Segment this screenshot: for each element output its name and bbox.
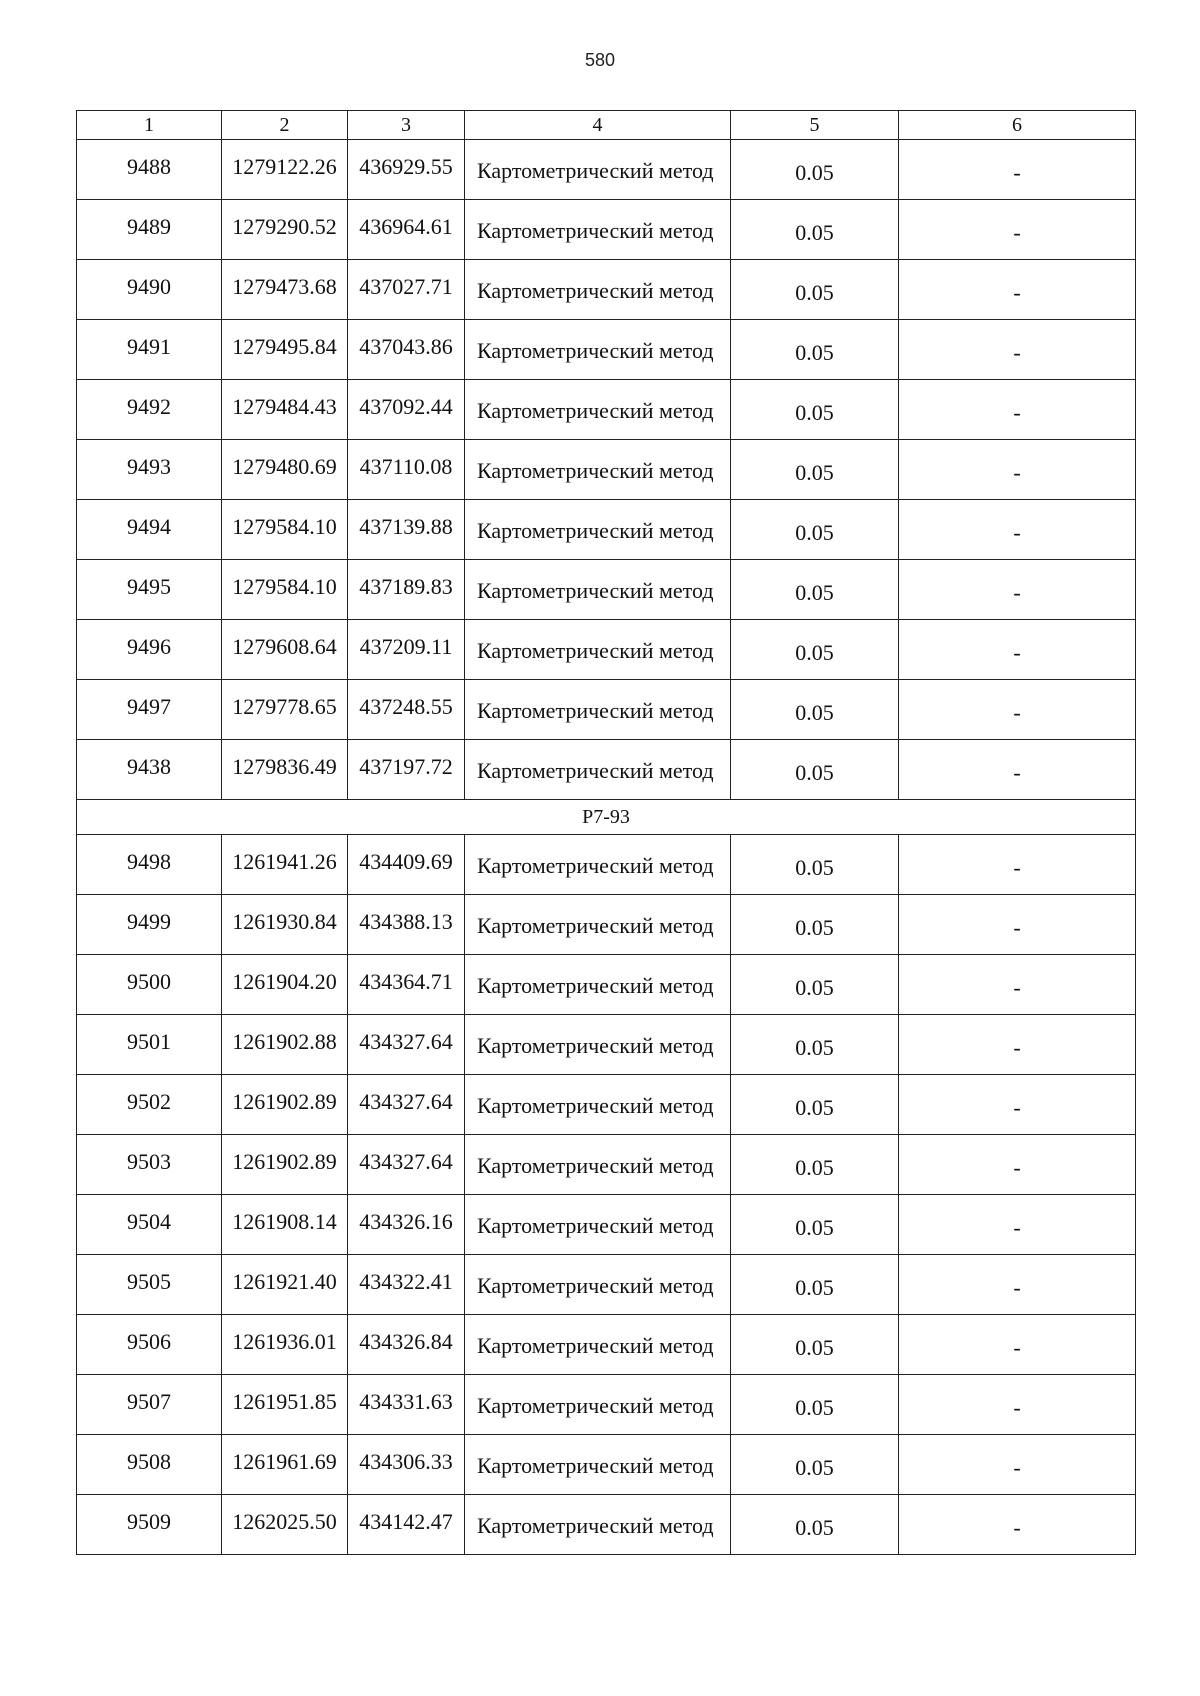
- method-cell: Картометрический метод: [465, 835, 731, 895]
- y-coordinate-cell: 434331.63: [348, 1375, 465, 1435]
- x-coordinate-cell: 1261961.69: [222, 1435, 348, 1495]
- x-coordinate-cell: 1261902.89: [222, 1075, 348, 1135]
- page-number: 580: [584, 50, 616, 70]
- accuracy-cell: 0.05: [731, 620, 899, 680]
- point-number-cell: 9495: [77, 560, 222, 620]
- table-row: [77, 895, 1136, 955]
- accuracy-cell: 0.05: [731, 1135, 899, 1195]
- method-cell: Картометрический метод: [465, 955, 731, 1015]
- y-coordinate-cell: 437092.44: [348, 380, 465, 440]
- table-row: [77, 680, 1136, 740]
- x-coordinate-cell: 1279608.64: [222, 620, 348, 680]
- method-cell: Картометрический метод: [465, 1135, 731, 1195]
- table-row: [77, 500, 1136, 560]
- x-coordinate-cell: 1261902.88: [222, 1015, 348, 1075]
- table-row: [77, 835, 1136, 895]
- x-coordinate-cell: 1261902.89: [222, 1135, 348, 1195]
- note-cell: -: [899, 680, 1136, 740]
- x-coordinate-cell: 1261904.20: [222, 955, 348, 1015]
- section-row: [77, 800, 1136, 835]
- y-coordinate-cell: 437110.08: [348, 440, 465, 500]
- y-coordinate-cell: 434142.47: [348, 1495, 465, 1555]
- x-coordinate-cell: 1279778.65: [222, 680, 348, 740]
- accuracy-cell: 0.05: [731, 1375, 899, 1435]
- table-row: [77, 140, 1136, 200]
- y-coordinate-cell: 437139.88: [348, 500, 465, 560]
- note-cell: -: [899, 500, 1136, 560]
- section-title: Р7-93: [77, 800, 1136, 835]
- note-cell: -: [899, 1375, 1136, 1435]
- column-header: 2: [222, 111, 348, 140]
- point-number-cell: 9491: [77, 320, 222, 380]
- note-cell: -: [899, 740, 1136, 800]
- point-number-cell: 9492: [77, 380, 222, 440]
- accuracy-cell: 0.05: [731, 140, 899, 200]
- table-row: [77, 740, 1136, 800]
- accuracy-cell: 0.05: [731, 1495, 899, 1555]
- x-coordinate-cell: 1279290.52: [222, 200, 348, 260]
- y-coordinate-cell: 437027.71: [348, 260, 465, 320]
- y-coordinate-cell: 434388.13: [348, 895, 465, 955]
- point-number-cell: 9494: [77, 500, 222, 560]
- method-cell: Картометрический метод: [465, 895, 731, 955]
- note-cell: -: [899, 320, 1136, 380]
- y-coordinate-cell: 434327.64: [348, 1015, 465, 1075]
- method-cell: Картометрический метод: [465, 260, 731, 320]
- table-row: [77, 1015, 1136, 1075]
- x-coordinate-cell: 1261941.26: [222, 835, 348, 895]
- y-coordinate-cell: 437248.55: [348, 680, 465, 740]
- accuracy-cell: 0.05: [731, 835, 899, 895]
- accuracy-cell: 0.05: [731, 260, 899, 320]
- note-cell: -: [899, 620, 1136, 680]
- x-coordinate-cell: 1279584.10: [222, 500, 348, 560]
- y-coordinate-cell: 437043.86: [348, 320, 465, 380]
- note-cell: -: [899, 200, 1136, 260]
- method-cell: Картометрический метод: [465, 560, 731, 620]
- y-coordinate-cell: 434322.41: [348, 1255, 465, 1315]
- accuracy-cell: 0.05: [731, 1435, 899, 1495]
- x-coordinate-cell: 1279122.26: [222, 140, 348, 200]
- method-cell: Картометрический метод: [465, 140, 731, 200]
- table-row: [77, 1435, 1136, 1495]
- x-coordinate-cell: 1279584.10: [222, 560, 348, 620]
- y-coordinate-cell: 434306.33: [348, 1435, 465, 1495]
- y-coordinate-cell: 434409.69: [348, 835, 465, 895]
- accuracy-cell: 0.05: [731, 955, 899, 1015]
- method-cell: Картометрический метод: [465, 320, 731, 380]
- table-row: [77, 1075, 1136, 1135]
- table-row: [77, 260, 1136, 320]
- method-cell: Картометрический метод: [465, 1195, 731, 1255]
- table-row: [77, 1255, 1136, 1315]
- note-cell: -: [899, 440, 1136, 500]
- note-cell: -: [899, 955, 1136, 1015]
- y-coordinate-cell: 434327.64: [348, 1075, 465, 1135]
- method-cell: Картометрический метод: [465, 380, 731, 440]
- point-number-cell: 9500: [77, 955, 222, 1015]
- note-cell: -: [899, 895, 1136, 955]
- method-cell: Картометрический метод: [465, 1315, 731, 1375]
- accuracy-cell: 0.05: [731, 1195, 899, 1255]
- note-cell: -: [899, 260, 1136, 320]
- table-header-row: [77, 111, 1136, 140]
- table-row: [77, 320, 1136, 380]
- accuracy-cell: 0.05: [731, 500, 899, 560]
- column-header: 1: [77, 111, 222, 140]
- accuracy-cell: 0.05: [731, 1075, 899, 1135]
- x-coordinate-cell: 1261908.14: [222, 1195, 348, 1255]
- method-cell: Картометрический метод: [465, 1375, 731, 1435]
- note-cell: -: [899, 1435, 1136, 1495]
- accuracy-cell: 0.05: [731, 560, 899, 620]
- table-row: [77, 1315, 1136, 1375]
- point-number-cell: 9489: [77, 200, 222, 260]
- column-header: 3: [348, 111, 465, 140]
- y-coordinate-cell: 434326.84: [348, 1315, 465, 1375]
- column-header: 6: [899, 111, 1136, 140]
- x-coordinate-cell: 1261936.01: [222, 1315, 348, 1375]
- y-coordinate-cell: 434364.71: [348, 955, 465, 1015]
- point-number-cell: 9504: [77, 1195, 222, 1255]
- accuracy-cell: 0.05: [731, 380, 899, 440]
- method-cell: Картометрический метод: [465, 1075, 731, 1135]
- table-row: [77, 1495, 1136, 1555]
- accuracy-cell: 0.05: [731, 200, 899, 260]
- point-number-cell: 9438: [77, 740, 222, 800]
- x-coordinate-cell: 1261930.84: [222, 895, 348, 955]
- accuracy-cell: 0.05: [731, 1015, 899, 1075]
- accuracy-cell: 0.05: [731, 680, 899, 740]
- method-cell: Картометрический метод: [465, 500, 731, 560]
- note-cell: -: [899, 1315, 1136, 1375]
- point-number-cell: 9493: [77, 440, 222, 500]
- point-number-cell: 9488: [77, 140, 222, 200]
- table-row: [77, 380, 1136, 440]
- y-coordinate-cell: 436964.61: [348, 200, 465, 260]
- method-cell: Картометрический метод: [465, 1435, 731, 1495]
- y-coordinate-cell: 434327.64: [348, 1135, 465, 1195]
- coordinates-table: [76, 110, 1136, 1555]
- point-number-cell: 9505: [77, 1255, 222, 1315]
- point-number-cell: 9509: [77, 1495, 222, 1555]
- point-number-cell: 9507: [77, 1375, 222, 1435]
- accuracy-cell: 0.05: [731, 320, 899, 380]
- accuracy-cell: 0.05: [731, 1315, 899, 1375]
- y-coordinate-cell: 437197.72: [348, 740, 465, 800]
- note-cell: -: [899, 380, 1136, 440]
- note-cell: -: [899, 1255, 1136, 1315]
- method-cell: Картометрический метод: [465, 1495, 731, 1555]
- note-cell: -: [899, 560, 1136, 620]
- x-coordinate-cell: 1279484.43: [222, 380, 348, 440]
- column-header: 4: [465, 111, 731, 140]
- point-number-cell: 9506: [77, 1315, 222, 1375]
- note-cell: -: [899, 835, 1136, 895]
- note-cell: -: [899, 1015, 1136, 1075]
- point-number-cell: 9503: [77, 1135, 222, 1195]
- point-number-cell: 9498: [77, 835, 222, 895]
- method-cell: Картометрический метод: [465, 1015, 731, 1075]
- table-body: [77, 111, 1136, 1555]
- x-coordinate-cell: 1262025.50: [222, 1495, 348, 1555]
- point-number-cell: 9496: [77, 620, 222, 680]
- accuracy-cell: 0.05: [731, 440, 899, 500]
- column-header: 5: [731, 111, 899, 140]
- y-coordinate-cell: 437209.11: [348, 620, 465, 680]
- method-cell: Картометрический метод: [465, 200, 731, 260]
- table-row: [77, 620, 1136, 680]
- method-cell: Картометрический метод: [465, 1255, 731, 1315]
- y-coordinate-cell: 434326.16: [348, 1195, 465, 1255]
- point-number-cell: 9501: [77, 1015, 222, 1075]
- point-number-cell: 9490: [77, 260, 222, 320]
- note-cell: -: [899, 1135, 1136, 1195]
- accuracy-cell: 0.05: [731, 1255, 899, 1315]
- accuracy-cell: 0.05: [731, 895, 899, 955]
- point-number-cell: 9497: [77, 680, 222, 740]
- table-row: [77, 1375, 1136, 1435]
- y-coordinate-cell: 437189.83: [348, 560, 465, 620]
- x-coordinate-cell: 1261951.85: [222, 1375, 348, 1435]
- table-row: [77, 200, 1136, 260]
- table-row: [77, 955, 1136, 1015]
- method-cell: Картометрический метод: [465, 440, 731, 500]
- accuracy-cell: 0.05: [731, 740, 899, 800]
- method-cell: Картометрический метод: [465, 620, 731, 680]
- note-cell: -: [899, 1075, 1136, 1135]
- x-coordinate-cell: 1279480.69: [222, 440, 348, 500]
- x-coordinate-cell: 1279495.84: [222, 320, 348, 380]
- table-row: [77, 1135, 1136, 1195]
- method-cell: Картометрический метод: [465, 680, 731, 740]
- note-cell: -: [899, 1195, 1136, 1255]
- note-cell: -: [899, 140, 1136, 200]
- point-number-cell: 9502: [77, 1075, 222, 1135]
- x-coordinate-cell: 1261921.40: [222, 1255, 348, 1315]
- x-coordinate-cell: 1279473.68: [222, 260, 348, 320]
- table-row: [77, 1195, 1136, 1255]
- point-number-cell: 9499: [77, 895, 222, 955]
- x-coordinate-cell: 1279836.49: [222, 740, 348, 800]
- point-number-cell: 9508: [77, 1435, 222, 1495]
- table-row: [77, 560, 1136, 620]
- method-cell: Картометрический метод: [465, 740, 731, 800]
- note-cell: -: [899, 1495, 1136, 1555]
- y-coordinate-cell: 436929.55: [348, 140, 465, 200]
- table-row: [77, 440, 1136, 500]
